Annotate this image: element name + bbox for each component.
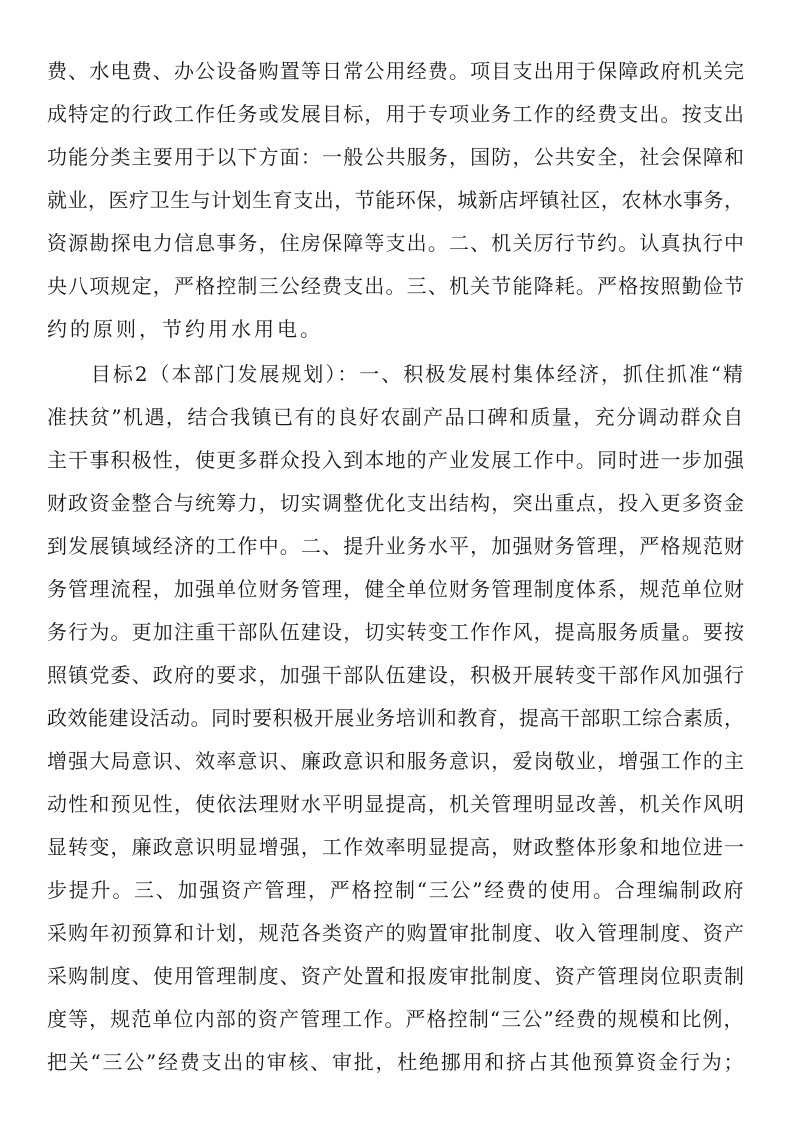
paragraph-2-line-3: 主干事积极性，使更多群众投入到本地的产业发展工作中。同时进一步加强 [47,448,746,472]
paragraph-2-line-12: 显转变，廉政意识明显增强，工作效率明显提高，财政整体形象和地位进一 [47,835,746,859]
paragraph-2-line-13: 步提升。三、加强资产管理，严格控制“三公”经费的使用。合理编制政府 [47,878,746,902]
paragraph-2-line-7: 务行为。更加注重干部队伍建设，切实转变工作作风，提高服务质量。要按 [47,620,746,644]
paragraph-2-line-14: 采购年初预算和计划，规范各类资产的购置审批制度、收入管理制度、资产 [47,921,746,945]
paragraph-2-line-4: 财政资金整合与统筹力，切实调整优化支出结构，突出重点，投入更多资金 [47,491,746,515]
paragraph-2-line-15: 采购制度、使用管理制度、资产处置和报废审批制度、资产管理岗位职责制 [47,964,746,988]
paragraph-1-line-2: 成特定的行政工作任务或发展目标，用于专项业务工作的经费支出。按支出 [47,102,746,126]
paragraph-1-line-5: 资源勘探电力信息事务，住房保障等支出。二、机关厉行节约。认真执行中 [47,231,746,255]
paragraph-2-line-1: 目标2（本部门发展规划）：一、积极发展村集体经济，抓住抓准“精 [47,362,745,386]
paragraph-1-line-6: 央八项规定，严格控制三公经费支出。三、机关节能降耗。严格按照勤俭节 [47,274,746,298]
paragraph-2-line-2: 准扶贫”机遇，结合我镇已有的良好农副产品口碑和质量，充分调动群众自 [47,405,745,429]
paragraph-2-line-17: 把关“三公”经费支出的审核、审批，杜绝挪用和挤占其他预算资金行为； [47,1050,746,1074]
paragraph-1-line-4: 就业，医疗卫生与计划生育支出，节能环保，城新店坪镇社区，农林水事务， [47,188,745,212]
paragraph-2-line-6: 务管理流程，加强单位财务管理，健全单位财务管理制度体系，规范单位财 [47,577,746,601]
paragraph-2-line-8: 照镇党委、政府的要求，加强干部队伍建设，积极开展转变干部作风加强行 [47,663,746,687]
paragraph-2-line-10: 增强大局意识、效率意识、廉政意识和服务意识，爱岗敬业，增强工作的主 [47,749,746,773]
paragraph-2-line-9: 政效能建设活动。同时要积极开展业务培训和教育，提高干部职工综合素质， [47,706,745,730]
paragraph-1-line-1: 费、水电费、办公设备购置等日常公用经费。项目支出用于保障政府机关完 [47,59,746,83]
paragraph-2-line-11: 动性和预见性，使依法理财水平明显提高，机关管理明显改善，机关作风明 [47,792,746,816]
paragraph-2-line-5: 到发展镇域经济的工作中。二、提升业务水平，加强财务管理，严格规范财 [47,534,746,558]
paragraph-1-line-7: 约的原则，节约用水用电。 [47,317,323,341]
paragraph-2-line-16: 度等，规范单位内部的资产管理工作。严格控制“三公”经费的规模和比例， [47,1007,745,1031]
paragraph-1-line-3: 功能分类主要用于以下方面：一般公共服务，国防，公共安全，社会保障和 [47,145,746,169]
